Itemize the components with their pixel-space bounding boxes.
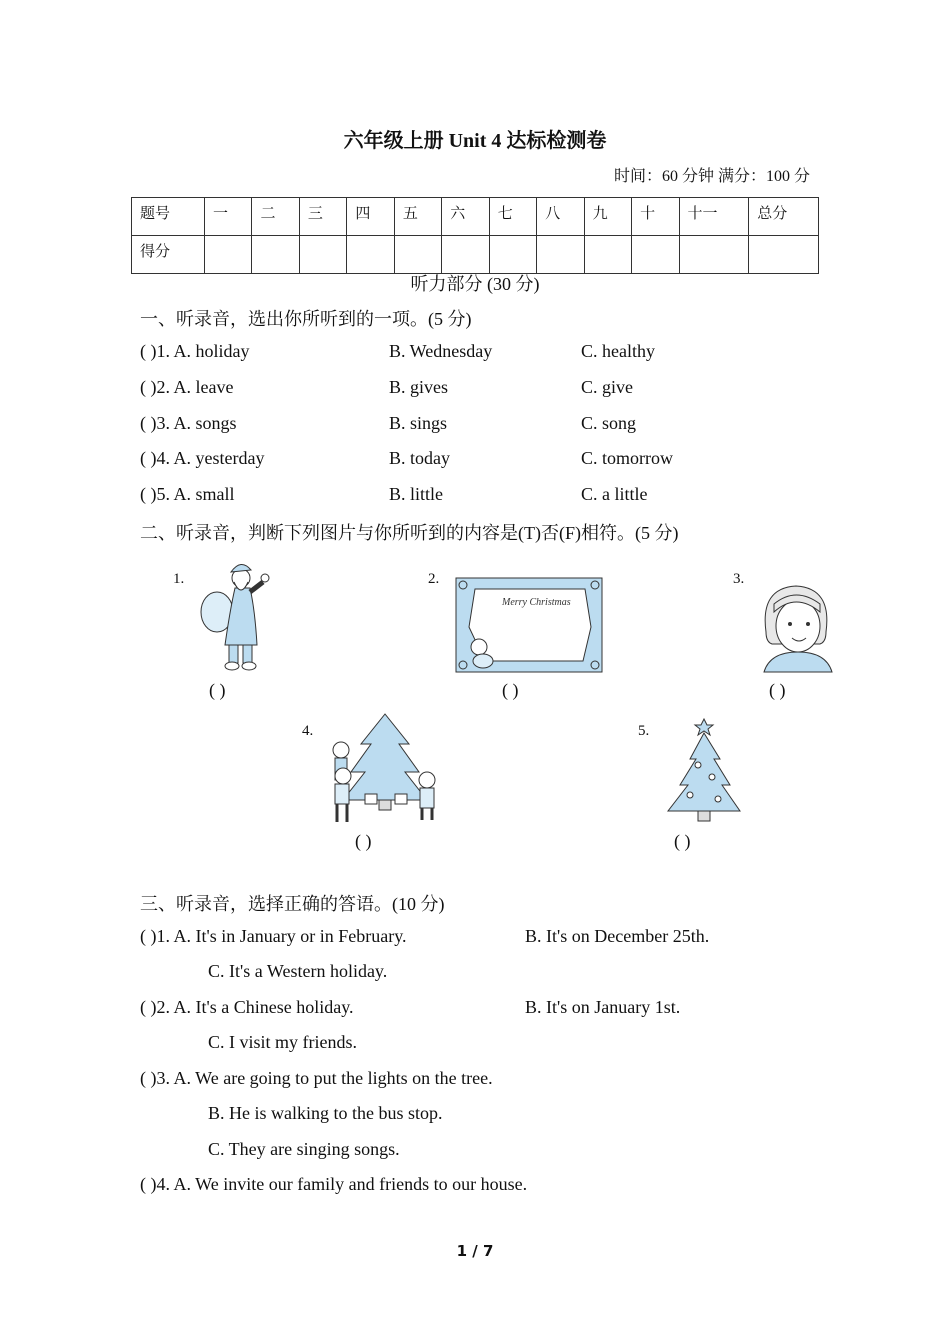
pic5-number: 5.: [638, 723, 650, 739]
pic1-answer[interactable]: ( ): [209, 680, 226, 700]
s1-q5: ( )5. A. small: [140, 484, 235, 504]
christmas-tree-image: [662, 715, 740, 823]
exam-meta: 时间：60 分钟 满分：100 分: [613, 168, 810, 185]
christmas-card-image: [455, 577, 603, 673]
pic5-answer[interactable]: ( ): [674, 831, 691, 851]
cell: 五: [394, 198, 441, 236]
score-table: [131, 197, 819, 274]
s3-q2: ( )2. A. It's a Chinese holiday.: [140, 997, 354, 1017]
cell: 十一: [679, 198, 749, 236]
score-cell[interactable]: [205, 236, 252, 274]
woman-face-image: [760, 582, 832, 674]
score-cell[interactable]: [749, 236, 819, 274]
score-cell[interactable]: [299, 236, 346, 274]
cell: 四: [347, 198, 394, 236]
santa-image: [195, 560, 280, 675]
s1-q5-c: C. a little: [581, 484, 648, 504]
s1-q3-b: B. sings: [389, 413, 448, 433]
pic2-number: 2.: [428, 571, 440, 587]
s1-q1-b: B. Wednesday: [389, 341, 493, 361]
cell: 一: [205, 198, 252, 236]
listening-title: 听力部分 (30 分): [410, 274, 540, 294]
s3-q1: ( )1. A. It's in January or in February.: [140, 926, 407, 946]
children-tree-image: [325, 710, 445, 828]
score-table-header-row: [132, 198, 819, 236]
section2-title: 二、听录音，判断下列图片与你所听到的内容是(T)否(F)相符。(5 分): [140, 523, 679, 543]
s1-q1: ( )1. A. holiday: [140, 341, 250, 361]
s1-q3-c: C. song: [581, 413, 637, 433]
s1-q1-c: C. healthy: [581, 341, 655, 361]
s1-q2-c: C. give: [581, 377, 633, 397]
s1-q4-b: B. today: [389, 448, 450, 468]
score-cell[interactable]: [252, 236, 299, 274]
pic3-number: 3.: [733, 571, 745, 587]
score-table-score-row: [132, 236, 819, 274]
s3-q1-b: B. It's on December 25th.: [525, 926, 710, 946]
cell: 七: [489, 198, 536, 236]
s1-q2: ( )2. A. leave: [140, 377, 234, 397]
pic4-answer[interactable]: ( ): [355, 831, 372, 851]
page-title: 六年级上册 Unit 4 达标检测卷: [343, 130, 607, 152]
score-cell[interactable]: [489, 236, 536, 274]
cell: 二: [252, 198, 299, 236]
score-cell[interactable]: [679, 236, 749, 274]
cell: 九: [584, 198, 631, 236]
pic1-number: 1.: [173, 571, 185, 587]
cell: 总分: [749, 198, 819, 236]
s1-q5-b: B. little: [389, 484, 443, 504]
cell: 八: [537, 198, 584, 236]
cell: 六: [442, 198, 489, 236]
section3-title: 三、听录音，选择正确的答语。(10 分): [140, 894, 445, 914]
s3-q2-c: C. I visit my friends.: [208, 1032, 357, 1052]
page-number: 1 / 7: [456, 1242, 494, 1260]
s3-q4: ( )4. A. We invite our family and friends to our house.: [140, 1174, 528, 1194]
s3-q3: ( )3. A. We are going to put the lights on the tree.: [140, 1068, 493, 1088]
cell-label: 题号: [132, 198, 205, 236]
s1-q3: ( )3. A. songs: [140, 413, 237, 433]
score-cell[interactable]: [584, 236, 631, 274]
s1-q2-b: B. gives: [389, 377, 449, 397]
score-cell[interactable]: [537, 236, 584, 274]
cell: 三: [299, 198, 346, 236]
cell-label: 得分: [132, 236, 205, 274]
cell: 十: [632, 198, 679, 236]
s3-q2-b: B. It's on January 1st.: [525, 997, 681, 1017]
pic2-answer[interactable]: ( ): [502, 680, 519, 700]
s1-q4: ( )4. A. yesterday: [140, 448, 265, 468]
section1-title: 一、听录音，选出你所听到的一项。(5 分): [140, 309, 472, 329]
score-cell[interactable]: [347, 236, 394, 274]
score-cell[interactable]: [442, 236, 489, 274]
s3-q3-c: C. They are singing songs.: [208, 1139, 400, 1159]
s3-q3-b: B. He is walking to the bus stop.: [208, 1103, 443, 1123]
card-text: Merry Christmas: [502, 597, 571, 608]
s3-q1-c: C. It's a Western holiday.: [208, 961, 388, 981]
pic3-answer[interactable]: ( ): [769, 680, 786, 700]
score-cell[interactable]: [632, 236, 679, 274]
pic4-number: 4.: [302, 723, 314, 739]
s1-q4-c: C. tomorrow: [581, 448, 673, 468]
score-cell[interactable]: [394, 236, 441, 274]
